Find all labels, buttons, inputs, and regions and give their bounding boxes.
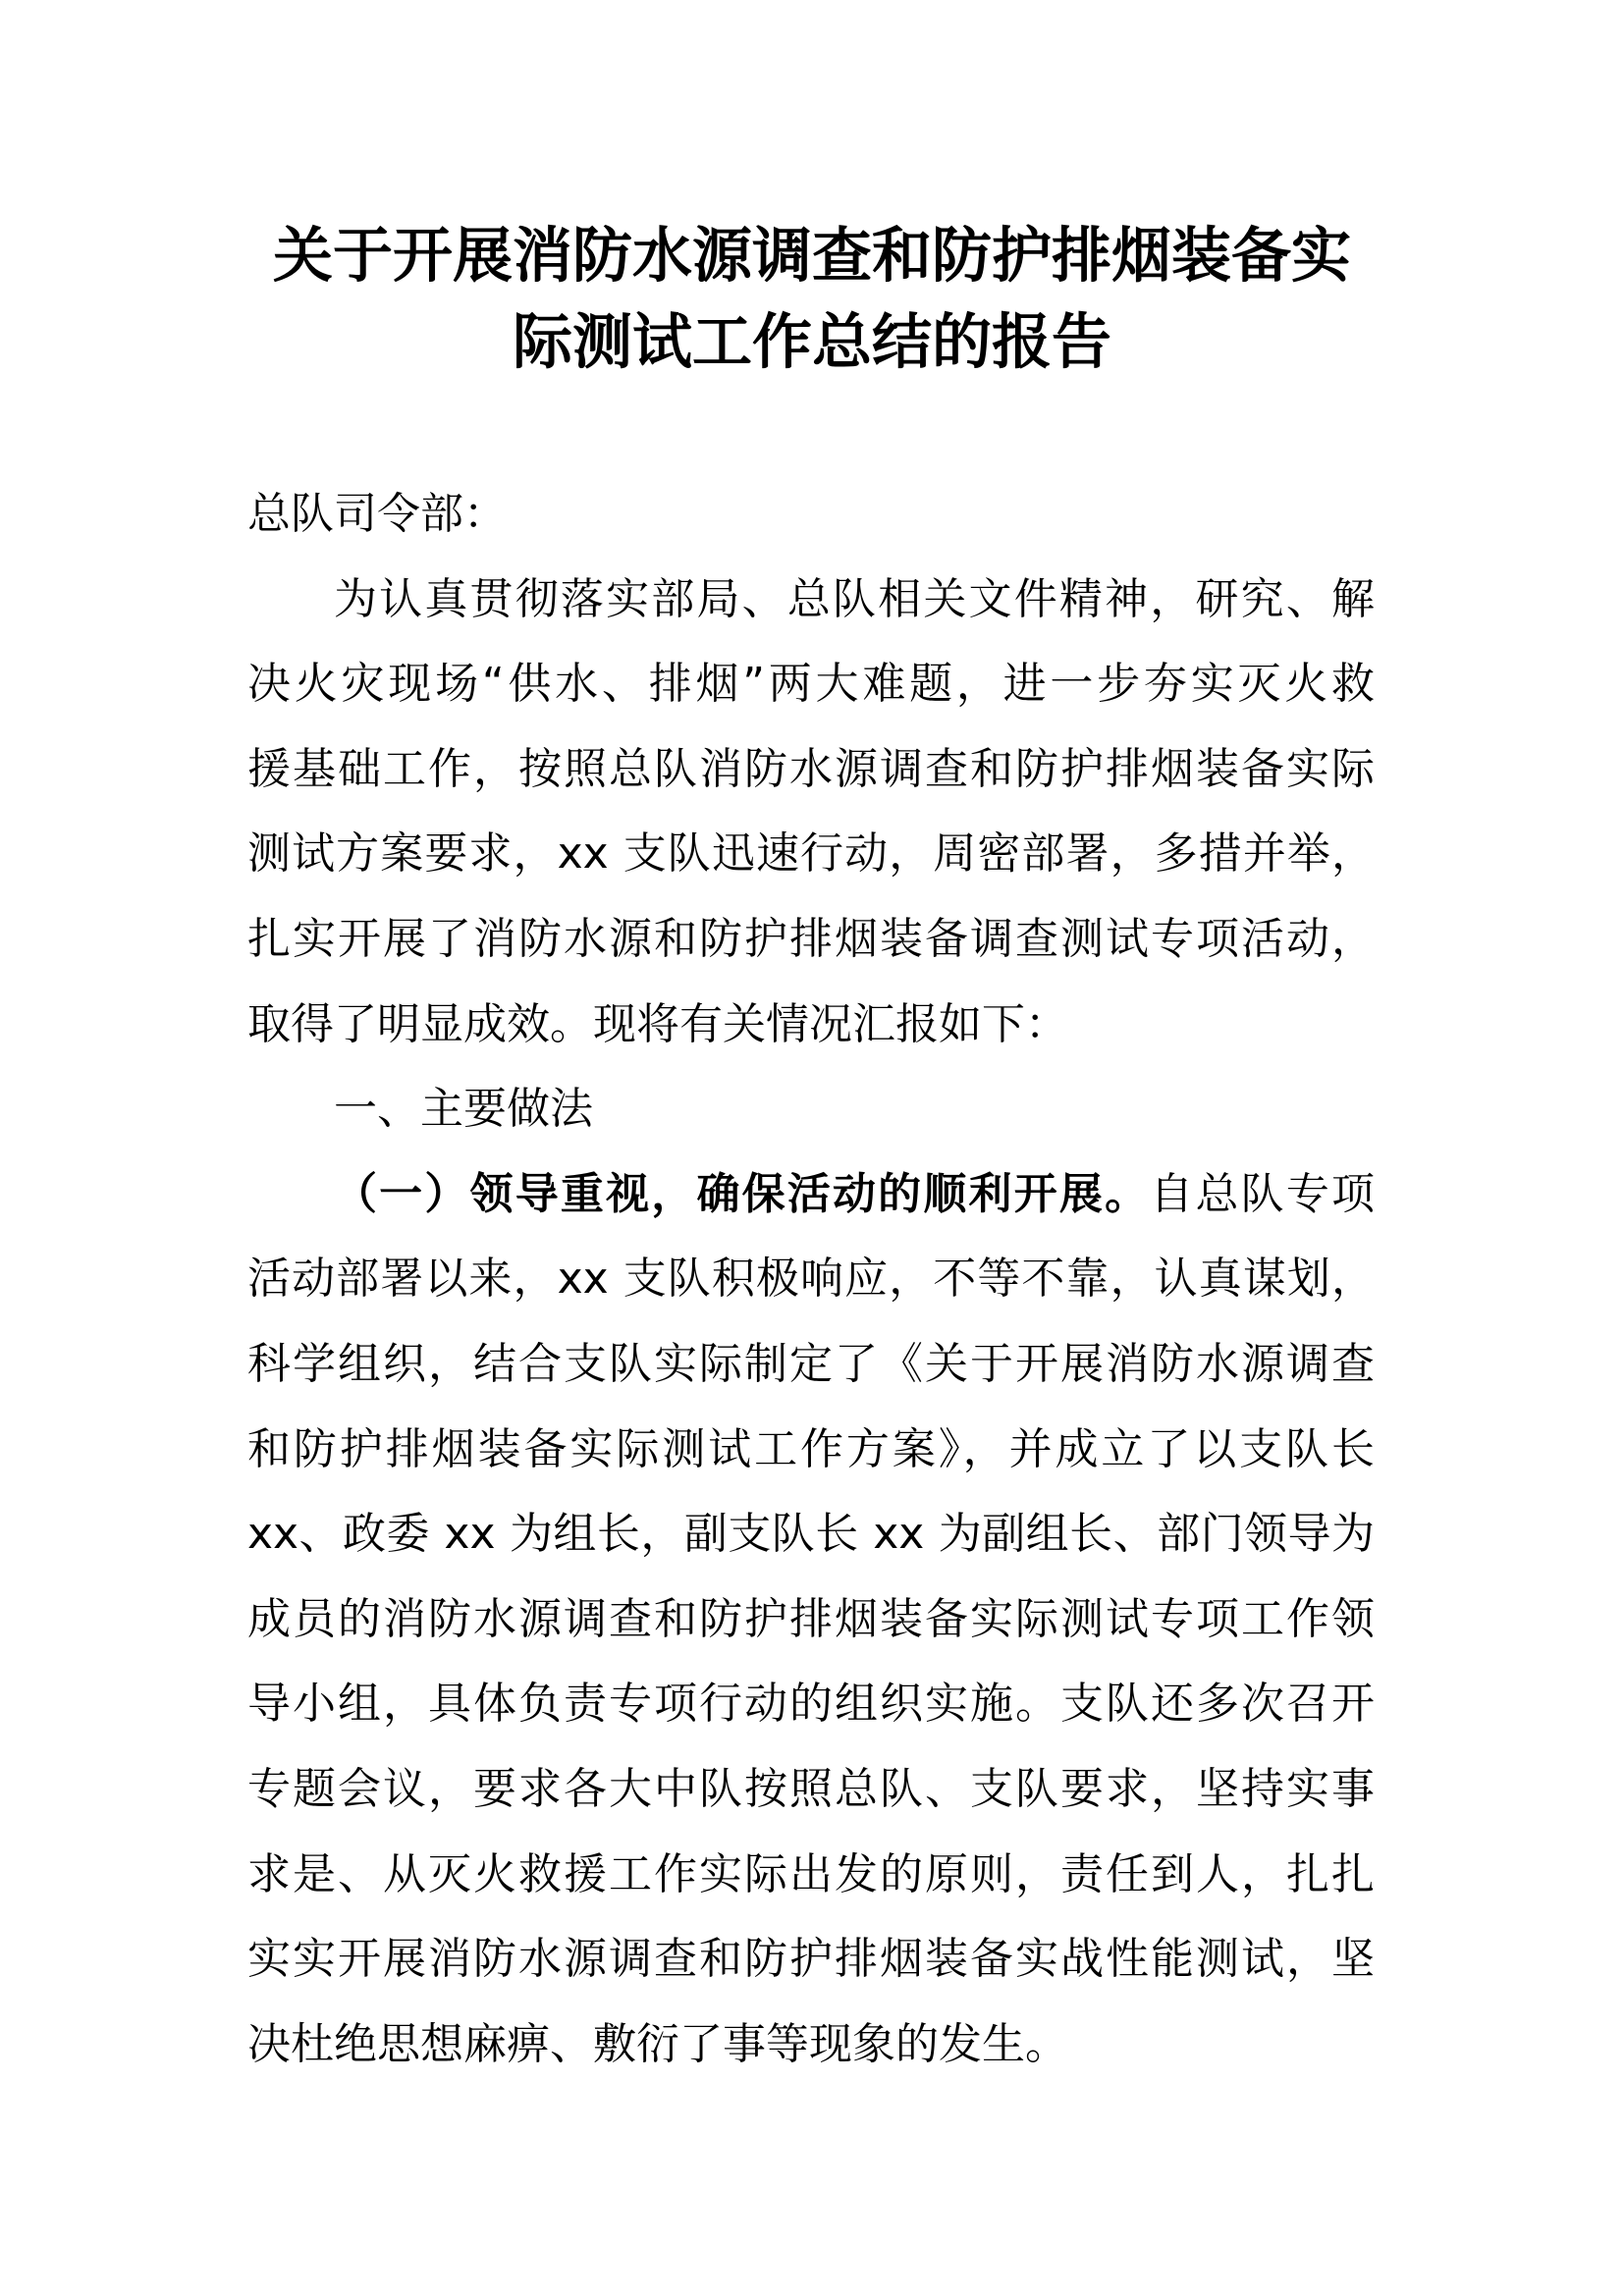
title-line-1: 关于开展消防水源调查和防护排烟装备实 (272, 221, 1351, 291)
paragraph-line: 实实开展消防水源调查和防护排烟装备实战性能测试，坚 (247, 1934, 1375, 1985)
paragraph-line: 专题会议，要求各大中队按照总队、支队要求，坚持实事 (247, 1763, 1375, 1814)
intro-paragraph (247, 558, 1375, 1068)
paragraph-line: 决火灾现场“供水、排烟”两大难题，进一步夯实灭火救 (247, 659, 1375, 710)
paragraph-line: xx、政委 xx 为组长，副支队长 xx 为副组长、部门领导为 (247, 1509, 1375, 1560)
paragraph-line: 科学组织，结合支队实际制定了《关于开展消防水源调查 (247, 1338, 1375, 1389)
salutation: 总队司令部： (247, 489, 507, 539)
paragraph-line: 导小组，具体负责专项行动的组织实施。支队还多次召开 (247, 1679, 1375, 1730)
section-heading: 一、主要做法 (334, 1084, 593, 1135)
document-body (247, 472, 1375, 2087)
subsection-first-line (247, 1152, 1375, 1238)
subsection-first-line-rest: 自总队专项 (1150, 1168, 1376, 1219)
paragraph-line: 决杜绝思想麻痹、敷衍了事等现象的发生。 (247, 2018, 1068, 2069)
paragraph-line: 成员的消防水源调查和防护排烟装备实际测试专项工作领 (247, 1593, 1375, 1644)
subsection-paragraph (247, 1152, 1375, 2088)
paragraph-line: 测试方案要求，xx 支队迅速行动，周密部署，多措并举， (247, 828, 1375, 880)
title-line-2: 际测试工作总结的报告 (512, 307, 1111, 377)
paragraph-line: 为认真贯彻落实部局、总队相关文件精神，研究、解 (334, 573, 1375, 624)
subsection-heading: （一）领导重视，确保活动的顺利开展。 (334, 1168, 1151, 1219)
paragraph-line: 援基础工作，按照总队消防水源调查和防护排烟装备实际 (247, 743, 1375, 794)
paragraph-line: 取得了明显成效。现将有关情况汇报如下： (247, 998, 1068, 1049)
document-title (0, 213, 1624, 386)
paragraph-line: 扎实开展了消防水源和防护排烟装备调查测试专项活动， (247, 913, 1375, 964)
paragraph-line: 和防护排烟装备实际测试工作方案》，并成立了以支队长 (247, 1423, 1375, 1474)
paragraph-line: 活动部署以来，xx 支队积极响应，不等不靠，认真谋划， (247, 1254, 1375, 1305)
paragraph-line: 求是、从灭火救援工作实际出发的原则，责任到人，扎扎 (247, 1848, 1375, 1899)
